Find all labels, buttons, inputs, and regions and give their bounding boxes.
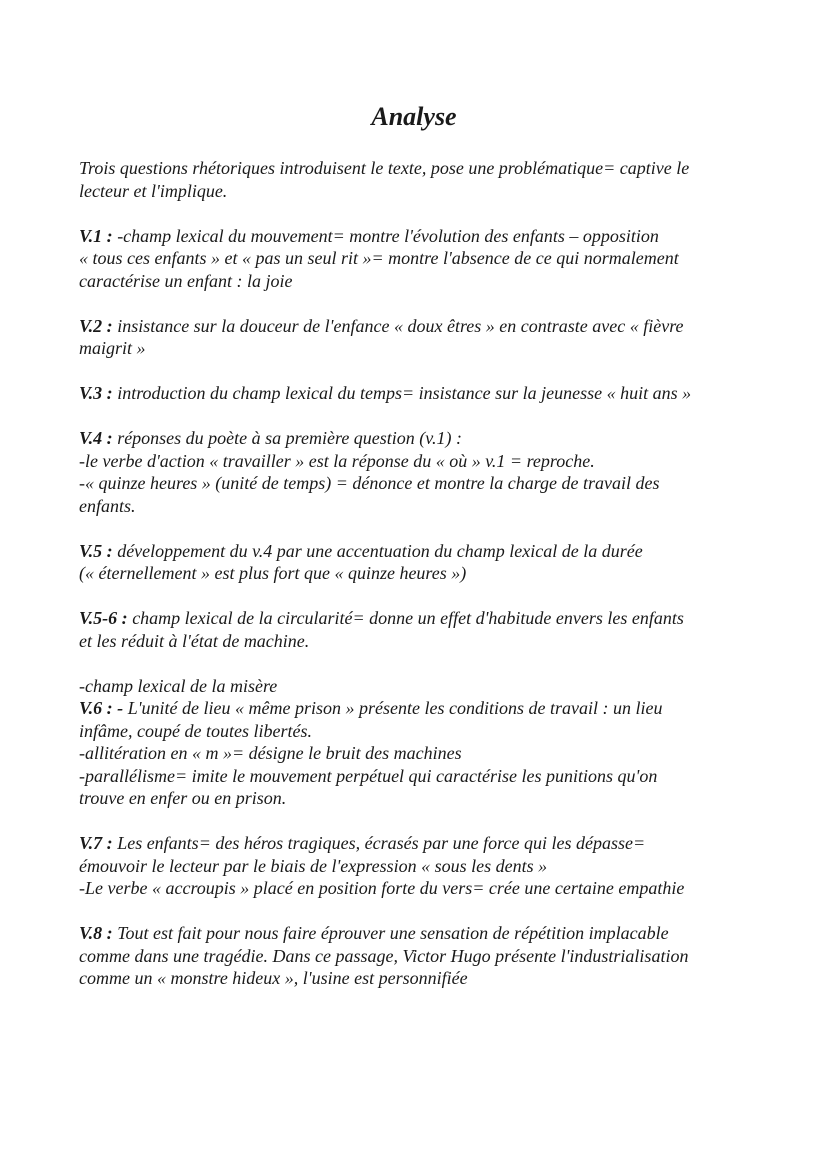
text-segment: Les enfants= des héros tragiques, écrasés par une force qui les dépasse=	[112, 833, 646, 853]
text-line: -Le verbe « accroupis » placé en position forte du vers= crée une certaine empathie	[79, 878, 685, 898]
text-segment: développement du v.4 par une accentuation du champ lexical de la durée	[112, 540, 643, 561]
verse-5-6-paragraph	[79, 607, 759, 652]
verse-label: V.3 :	[79, 383, 113, 403]
text-line	[79, 697, 759, 720]
text-line	[79, 607, 759, 630]
text-line	[79, 427, 759, 450]
text-line: émouvoir le lecteur par le biais de l'expression « sous les dents »	[79, 855, 548, 876]
verse-4-paragraph	[79, 427, 759, 517]
text-segment: -champ lexical du mouvement= montre l'évolution des enfants – opposition	[112, 225, 659, 246]
text-line: comme un « monstre hideux », l'usine est personnifiée	[79, 968, 468, 988]
text-line: comme dans une tragédie. Dans ce passage, Victor Hugo présente l'industrialisation	[79, 945, 689, 966]
verse-6-paragraph	[79, 675, 759, 810]
text-line	[79, 832, 759, 855]
text-segment: introduction du champ lexical du temps= insistance sur la jeunesse « huit ans »	[112, 383, 692, 403]
page-title: Analyse	[371, 102, 457, 131]
text-line: trouve en enfer ou en prison.	[79, 788, 287, 808]
verse-label: V.6 : -	[79, 698, 124, 718]
text-line: -allitération en « m »= désigne le bruit des machines	[79, 743, 462, 763]
text-segment: L'unité de lieu « même prison » présente les conditions de travail : un lieu	[123, 698, 663, 718]
text-line: (« éternellement » est plus fort que « quinze heures »)	[79, 563, 467, 583]
verse-7-paragraph	[79, 832, 759, 900]
text-line: « tous ces enfants » et « pas un seul rit »= montre l'absence de ce qui normalement	[79, 248, 679, 268]
text-line	[79, 922, 759, 945]
text-segment: insistance sur la douceur de l'enfance « doux êtres » en contraste avec « fièvre	[112, 315, 684, 336]
text-line	[79, 540, 759, 563]
verse-label: V.4 :	[79, 428, 113, 448]
intro-paragraph	[79, 157, 759, 202]
document-body	[79, 157, 759, 1012]
text-segment: champ lexical de la circularité= donne un effet d'habitude envers les enfants	[127, 608, 684, 628]
text-line: -« quinze heures » (unité de temps) = dénonce et montre la charge de travail des	[79, 473, 660, 493]
verse-5-paragraph	[79, 540, 759, 585]
text-line: caractérise un enfant : la joie	[79, 270, 293, 291]
verse-2-paragraph	[79, 315, 759, 360]
text-line: maigrit »	[79, 338, 146, 358]
text-segment: réponses du poète à sa première question (v.1) :	[112, 428, 462, 448]
text-line: -parallélisme= imite le mouvement perpétuel qui caractérise les punitions qu'on	[79, 765, 658, 786]
text-line: et les réduit à l'état de machine.	[79, 630, 310, 651]
text-line: lecteur et l'implique.	[79, 180, 228, 201]
text-line	[79, 315, 759, 338]
verse-8-paragraph	[79, 922, 759, 990]
verse-label: V.8 :	[79, 923, 113, 943]
verse-label: V.5 :	[79, 540, 113, 561]
text-line: -champ lexical de la misère	[79, 675, 278, 696]
text-segment: Tout est fait pour nous faire éprouver une sensation de répétition implacable	[112, 923, 669, 943]
verse-3-paragraph	[79, 382, 759, 405]
text-line: infâme, coupé de toutes libertés.	[79, 720, 312, 741]
text-line	[79, 382, 759, 405]
verse-label: V.5-6 :	[79, 608, 128, 628]
text-line: -le verbe d'action « travailler » est la réponse du « où » v.1 = reproche.	[79, 450, 595, 471]
text-line: Trois questions rhétoriques introduisent le texte, pose une problématique= captive le	[79, 158, 690, 178]
text-line: enfants.	[79, 495, 136, 516]
text-line	[79, 225, 759, 248]
verse-1-paragraph	[79, 225, 759, 293]
verse-label: V.1 :	[79, 225, 113, 246]
verse-label: V.7 :	[79, 833, 113, 853]
verse-label: V.2 :	[79, 315, 113, 336]
